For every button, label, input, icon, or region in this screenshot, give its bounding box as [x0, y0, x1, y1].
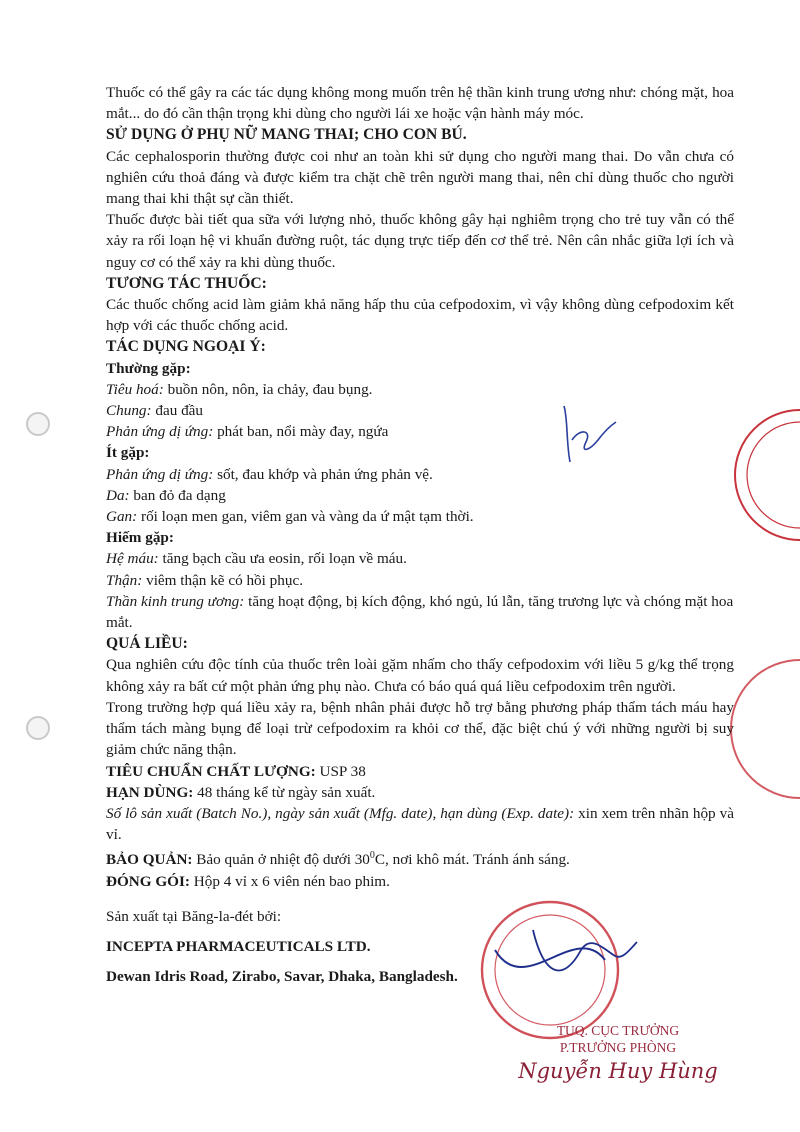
adverse-uncommon-item: Da: ban đỏ đa dạng	[106, 486, 226, 504]
document-body	[106, 82, 734, 987]
signature-title-line-1: TUQ. CỤC TRƯỞNG	[556, 1023, 680, 1038]
adverse-rare-item: Thần kinh trung ương: tăng hoạt động, bị kích động, khó ngủ, lú lẫn, tăng trương lực và chóng mặt hoa mắt.	[106, 592, 734, 632]
adverse-heading: TÁC DỤNG NGOẠI Ý:	[106, 338, 266, 356]
manufacturer-name: INCEPTA PHARMACEUTICALS LTD.	[106, 937, 371, 955]
cns-warning-paragraph: Thuốc có thể gây ra các tác dụng không mong muốn trên hệ thần kinh trung ương như: chóng mặt, hoa mắt... do đó cần thận trọng khi dùng cho người lái xe hoặc vận hành máy móc.	[106, 84, 734, 123]
adverse-rare-label: Hiếm gặp:	[106, 529, 174, 547]
batch-info-note: Số lô sản xuất (Batch No.), ngày sản xuất (Mfg. date), hạn dùng (Exp. date): xin xem trên nhãn hộp và vỉ.	[106, 804, 734, 844]
adverse-uncommon-item: Gan: rối loạn men gan, viêm gan và vàng da ứ mật tạm thời.	[106, 508, 474, 526]
adverse-common-item: Tiêu hoá: buồn nôn, nôn, ỉa chảy, đau bụng.	[106, 380, 373, 398]
adverse-uncommon-label: Ít gặp:	[106, 444, 150, 462]
quality-standard-line: TIÊU CHUẨN CHẤT LƯỢNG: USP 38	[106, 762, 366, 780]
storage-line: BẢO QUẢN: Bảo quản ở nhiệt độ dưới $30^0C$, nơi khô mát. Tránh ánh sáng.	[106, 850, 570, 869]
pregnancy-heading: SỬ DỤNG Ở PHỤ NỮ MANG THAI; CHO CON BÚ.	[106, 126, 467, 144]
signature-title-line-2: P.TRƯỞNG PHÒNG	[559, 1040, 677, 1055]
shelf-life-line: HẠN DÙNG: 48 tháng kể từ ngày sản xuất.	[106, 783, 376, 801]
overdose-heading: QUÁ LIỀU:	[106, 635, 188, 653]
adverse-common-item: Phản ứng dị ứng: phát ban, nổi mày đay, ngứa	[106, 423, 389, 441]
adverse-rare-item: Hệ máu: tăng bạch cầu ưa eosin, rối loạn về máu.	[106, 550, 407, 568]
pregnancy-paragraph-2: Thuốc được bài tiết qua sữa với lượng nhỏ, thuốc không gây hại nghiêm trọng cho trẻ tuy vẫn có thể xảy ra rối loạn hệ vi khuẩn đường ruột, tác dụng trực tiếp đến cơ thể trẻ. Nên cân nhắc giữa lợi ích và nguy cơ có thể xảy ra khi dùng thuốc.	[106, 211, 734, 271]
adverse-common-label: Thường gặp:	[106, 359, 191, 377]
manufacturer-intro: Sản xuất tại Băng-la-đét bởi:	[106, 907, 282, 925]
pregnancy-paragraph-1: Các cephalosporin thường được coi như an toàn khi sử dụng cho người mang thai. Do vẫn chưa có nghiên cứu thoả đáng và được kiểm tra chặt chẽ trên người mang thai, nên chỉ dùng thuốc cho người mang thai khi thật sự cần thiết.	[106, 147, 734, 208]
adverse-rare-item: Thận: viêm thận kẽ có hồi phục.	[106, 571, 303, 589]
partial-stamp-right-icon	[730, 400, 800, 800]
overdose-paragraph-2: Trong trường hợp quá liều xảy ra, bệnh nhân phải được hỗ trợ bằng phương pháp thẩm tách máu hay thẩm tách màng bụng để loại trừ cefpodoxim ra khỏi cơ thể, đặc biệt chú ý với những người bị suy giảm chức năng thận.	[106, 698, 734, 759]
packing-line: ĐÓNG GÓI: Hộp 4 vỉ x 6 viên nén bao phim.	[106, 872, 390, 890]
manufacturer-address: Dewan Idris Road, Zirabo, Savar, Dhaka, Bangladesh.	[106, 968, 458, 986]
interactions-heading: TƯƠNG TÁC THUỐC:	[106, 274, 267, 292]
binder-hole-bottom	[26, 716, 50, 740]
interactions-paragraph: Các thuốc chống acid làm giảm khả năng hấp thu của cefpodoxim, vì vậy không dùng cefpodoxim kết hợp với các thuốc chống acid.	[106, 296, 734, 335]
adverse-uncommon-item: Phản ứng dị ứng: sốt, đau khớp và phản ứng phản vệ.	[106, 465, 433, 483]
signature-name: Nguyễn Huy Hùng	[518, 1059, 718, 1083]
overdose-paragraph-1: Qua nghiên cứu độc tính của thuốc trên loài gặm nhấm cho thấy cefpodoxim với liều 5 g/kg thể trọng không xảy ra bất cứ một phản ứng phụ nào. Chưa có báo quá quá liều cefpodoxim trên người.	[106, 656, 734, 695]
binder-hole-top	[26, 412, 50, 436]
signature-block	[518, 1022, 718, 1084]
adverse-common-item: Chung: đau đầu	[106, 402, 204, 420]
